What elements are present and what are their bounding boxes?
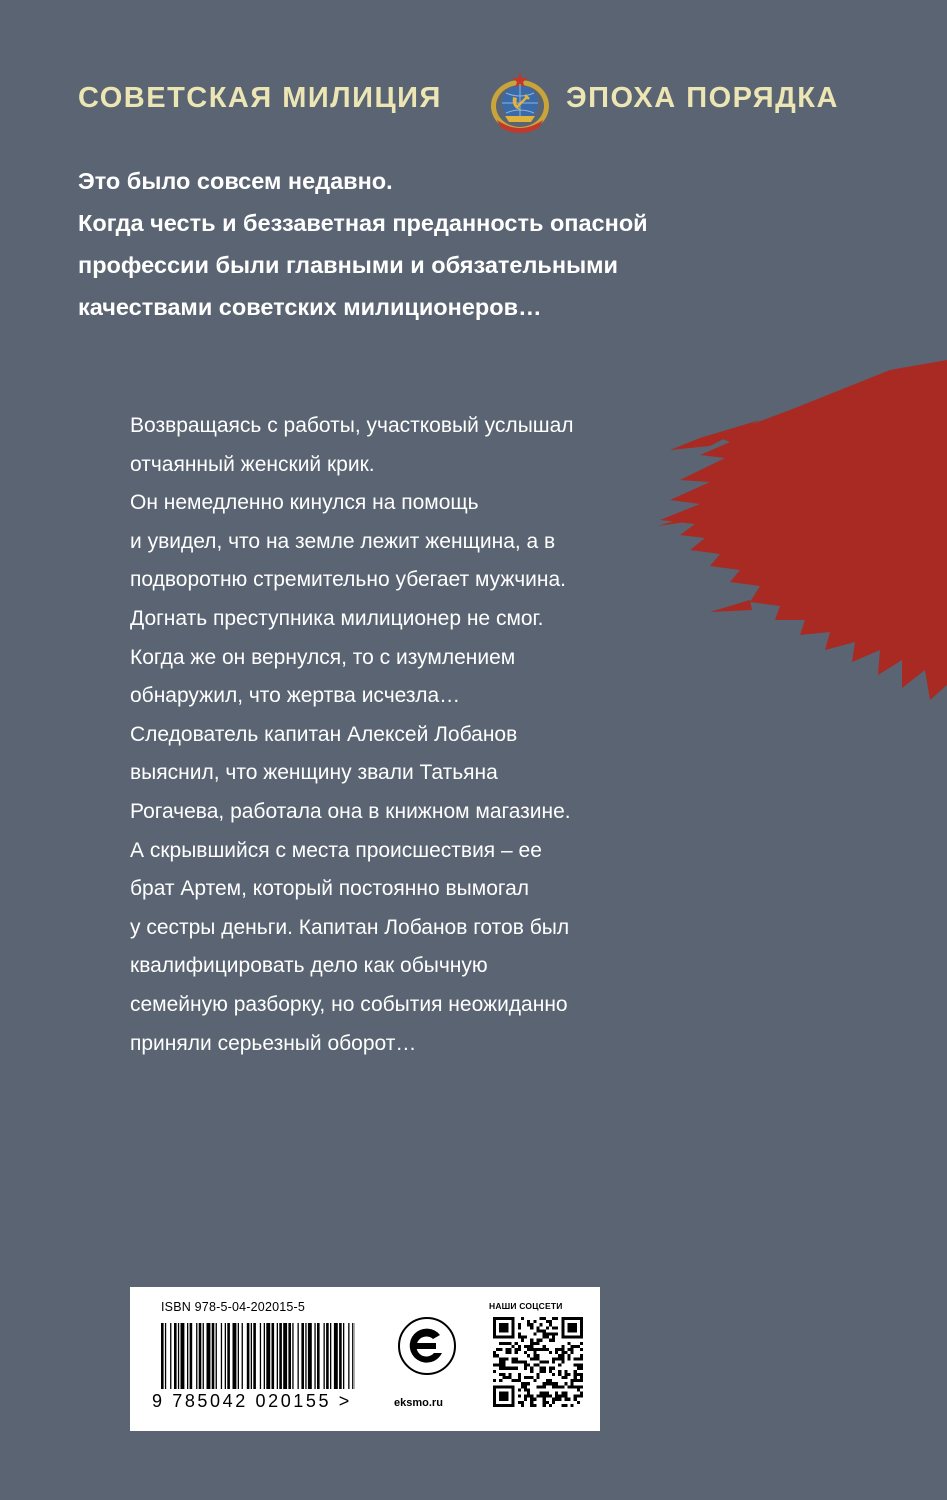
- blurb-line: отчаянный женский крик.: [130, 452, 375, 476]
- blurb-line: приняли серьезный оборот…: [130, 1031, 417, 1055]
- series-title-right: ЭПОХА ПОРЯДКА: [566, 82, 839, 114]
- eksmo-logo-icon: [398, 1317, 456, 1375]
- blurb-line: Догнать преступника милиционер не смог.: [130, 606, 544, 630]
- barcode: [161, 1323, 355, 1389]
- blurb-line: подворотню стремительно убегает мужчина.: [130, 568, 566, 592]
- series-title-left: СОВЕТСКАЯ МИЛИЦИЯ: [78, 82, 442, 114]
- blurb-line: обнаружил, что жертва исчезла…: [130, 684, 461, 708]
- blurb-line: Рогачева, работала она в книжном магазине.: [130, 799, 571, 823]
- tagline: [78, 160, 918, 328]
- blurb-line: квалифицировать дело как обычную: [130, 954, 488, 978]
- blurb-line: и увидел, что на земле лежит женщина, а в: [130, 529, 556, 553]
- ussr-emblem-icon: [487, 70, 553, 136]
- blurb-line: выяснил, что женщину звали Татьяна: [130, 761, 498, 785]
- blurb-line: семейную разборку, но события неожиданно: [130, 992, 568, 1016]
- barcode-number: 9 785042 020155 >: [152, 1391, 352, 1411]
- tagline-line: Когда честь и беззаветная преданность опасной: [78, 210, 648, 236]
- social-label: НАШИ СОЦСЕТИ: [489, 1301, 563, 1311]
- blurb-line: А скрывшийся с места происшествия – ее: [130, 838, 542, 862]
- publisher-site: eksmo.ru: [394, 1397, 443, 1409]
- blurb-line: Следователь капитан Алексей Лобанов: [130, 722, 518, 746]
- tagline-line: Это было совсем недавно.: [78, 168, 393, 194]
- isbn-box: [130, 1287, 600, 1431]
- blurb-line: брат Артем, который постоянно вымогал: [130, 877, 529, 901]
- qr-code: [493, 1317, 583, 1407]
- blurb: [130, 407, 690, 1063]
- isbn-label: ISBN 978-5-04-202015-5: [161, 1300, 306, 1314]
- blurb-line: Когда же он вернулся, то с изумлением: [130, 645, 516, 669]
- blurb-line: у сестры деньги. Капитан Лобанов готов был: [130, 915, 570, 939]
- series-header: [0, 70, 947, 134]
- tagline-line: профессии были главными и обязательными: [78, 252, 618, 278]
- blurb-line: Возвращаясь с работы, участковый услышал: [130, 414, 574, 437]
- blurb-line: Он немедленно кинулся на помощь: [130, 491, 479, 515]
- tagline-line: качествами советских милиционеров…: [78, 294, 542, 320]
